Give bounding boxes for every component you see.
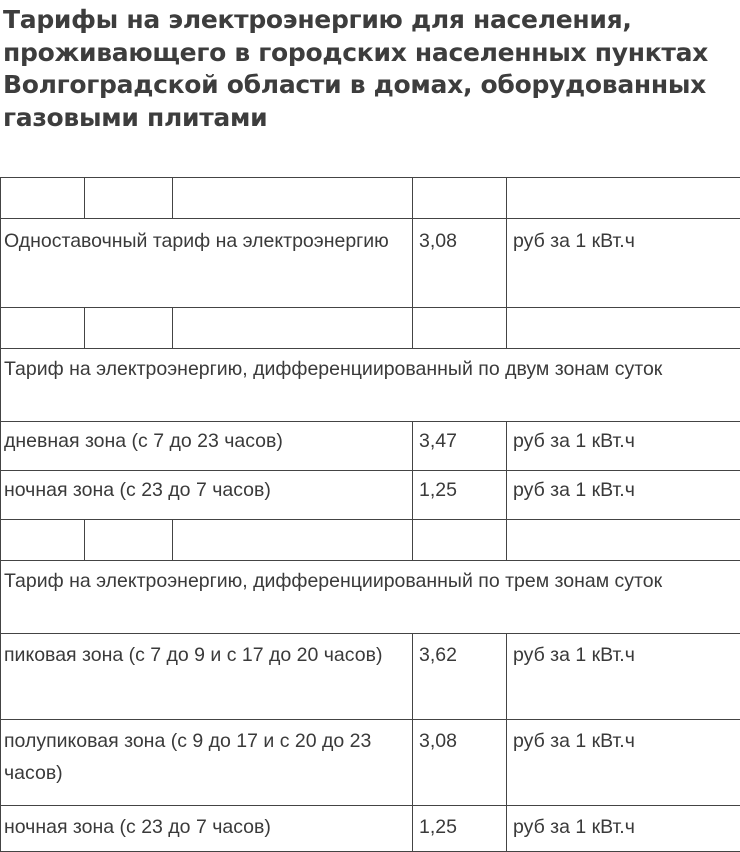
tariff-unit: руб за 1 кВт.ч [507, 471, 740, 520]
tariff-unit: руб за 1 кВт.ч [507, 219, 740, 308]
table-row [1, 720, 740, 806]
tariff-value: 3,62 [413, 634, 507, 720]
tariff-unit: руб за 1 кВт.ч [507, 422, 740, 471]
tariff-unit: руб за 1 кВт.ч [507, 720, 740, 806]
tariff-unit: руб за 1 кВт.ч [507, 806, 740, 852]
tariff-label: Одноставочный тариф на электроэнергию [1, 219, 413, 308]
empty-cell [507, 178, 740, 219]
tariff-value: 3,47 [413, 422, 507, 471]
empty-cell [85, 178, 173, 219]
empty-row [1, 178, 740, 219]
tariff-label: пиковая зона (с 7 до 9 и с 17 до 20 часов) [1, 634, 413, 720]
empty-cell [507, 520, 740, 561]
page-title: Тарифы на электроэнергию для населения, проживающего в городских населенных пунктах Волгоградской области в домах, оборудованных газовыми плитами [3, 4, 738, 134]
empty-cell [173, 308, 413, 349]
empty-cell [1, 178, 85, 219]
table-row [1, 634, 740, 720]
tariff-value: 1,25 [413, 806, 507, 852]
table-row [1, 806, 740, 852]
empty-cell [85, 308, 173, 349]
empty-cell [85, 520, 173, 561]
empty-cell [1, 308, 85, 349]
table-row [1, 422, 740, 471]
empty-cell [413, 308, 507, 349]
empty-cell [173, 520, 413, 561]
tariff-table [0, 177, 740, 852]
section-heading-row [1, 561, 740, 634]
tariff-label: ночная зона (с 23 до 7 часов) [1, 806, 413, 852]
tariff-value: 1,25 [413, 471, 507, 520]
tariff-label: дневная зона (с 7 до 23 часов) [1, 422, 413, 471]
empty-cell [507, 308, 740, 349]
table-row [1, 471, 740, 520]
empty-cell [413, 178, 507, 219]
tariff-value: 3,08 [413, 219, 507, 308]
tariff-unit: руб за 1 кВт.ч [507, 634, 740, 720]
tariff-label: полупиковая зона (с 9 до 17 и с 20 до 23 часов) [1, 720, 413, 806]
section-heading: Тариф на электроэнергию, дифференциированный по трем зонам суток [1, 561, 740, 634]
empty-cell [1, 520, 85, 561]
empty-cell [413, 520, 507, 561]
section-heading-row [1, 349, 740, 422]
empty-row [1, 520, 740, 561]
empty-cell [173, 178, 413, 219]
table-row [1, 219, 740, 308]
tariff-label: ночная зона (с 23 до 7 часов) [1, 471, 413, 520]
section-heading: Тариф на электроэнергию, дифференциированный по двум зонам суток [1, 349, 740, 422]
tariff-value: 3,08 [413, 720, 507, 806]
empty-row [1, 308, 740, 349]
